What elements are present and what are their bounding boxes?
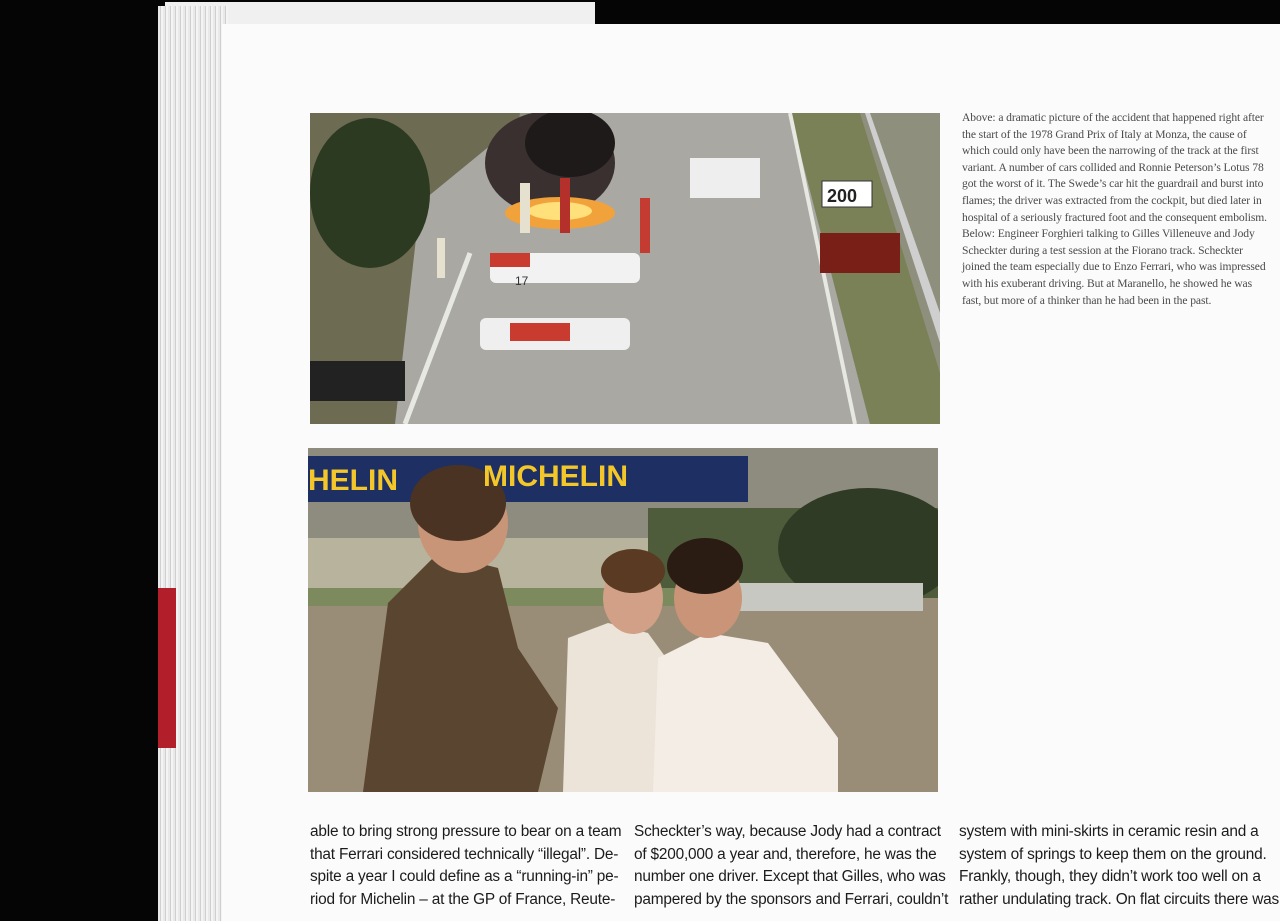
body-column-3 [959,821,1279,911]
banner-text-right: MICHELIN [483,460,628,493]
text-line: rather undulating track. On flat circuits there was [959,890,1279,908]
text-line: riod for Michelin – at the GP of France, Reute- [310,890,616,908]
text-line: Frankly, though, they didn’t work too well on a [959,868,1261,885]
text-line: number one driver. Except that Gilles, who was [634,868,946,885]
body-column-2 [634,821,949,911]
caption-above: Above: a dramatic picture of the accident that happened right after the start of the 1978 Grand Prix of Italy at Monza, the cause of which could only have been the narrowing of the track at the first variant. A number of cars collided and Ronnie Peterson’s Lotus 78 got the worst of it. The Swede’s car hit the guardrail and burst into flames; the driver was extracted from the cockpit, but died later in hospital of a seriously fractured foot and the consequent embolism. [962,111,1267,224]
car-number: 17 [515,274,529,288]
text-line: pampered by the sponsors and Ferrari, couldn’t [634,890,949,908]
distance-sign: 200 [827,186,858,206]
text-line: of $200,000 a year and, therefore, he was the [634,845,937,863]
text-line: able to bring strong pressure to bear on a team [310,823,622,840]
bookmark-ribbon [158,588,176,748]
page-stack-edge [158,6,228,921]
book-cover-top [165,2,595,24]
banner-text-left: HELIN [308,464,398,497]
photo-caption [962,110,1270,309]
text-line: that Ferrari considered technically “illegal”. De- [310,845,619,863]
text-line: Scheckter’s way, because Jody had a contract [634,823,941,840]
caption-below: Below: Engineer Forghieri talking to Gilles Villeneuve and Jody Scheckter during a test session at the Fiorano track. Scheckter joined the team especially due to Enzo Ferrari, who was impressed with his exuberant driving. But at Maranello, he showed he was fast, but more of a thinker than he had been in the past. [962,227,1266,307]
text-line: system of springs to keep them on the ground. [959,845,1267,863]
text-line: system with mini-skirts in ceramic resin and a [959,823,1259,840]
body-column-1 [310,821,620,911]
text-line: spite a year I could define as a “running-in” pe- [310,868,619,885]
crash-photo [310,113,940,424]
fiorano-photo [308,448,938,792]
book-page [222,24,1280,921]
